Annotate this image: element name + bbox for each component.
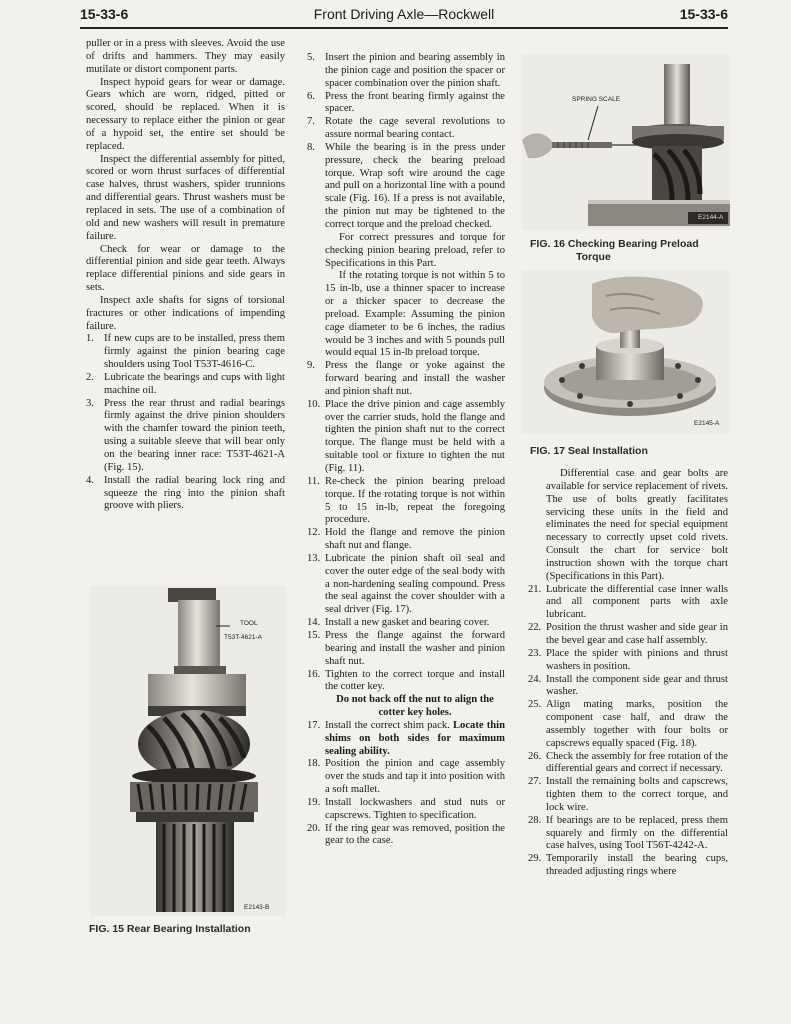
step-item: 2. Lubricate the bearings and cups with light machine oil. xyxy=(86,371,285,396)
page-header xyxy=(80,6,728,26)
seal-driver-illustration xyxy=(522,270,730,434)
spring-scale-illustration xyxy=(522,54,730,230)
figure-15-caption: FIG. 15 Rear Bearing Installation xyxy=(89,923,251,935)
caution-note: Do not back off the nut to align the cotter key holes. xyxy=(336,694,494,719)
column-2 xyxy=(307,52,505,848)
step-item: 28. If bearings are to be replaced, press them squarely and firmly on the differential case halves, using Tool T56T-4242-A. xyxy=(528,814,728,852)
paragraph: Differential case and gear bolts are available for service replacement of rivets. The use of bolts greatly facilitates servicing these units in the field and eliminates the need for special equipment necessary to correctly upset cold rivets. Consult the chart for service bolt instruction shown with the torque chart (Specifications in this Part). xyxy=(546,468,728,582)
step-item: 21. Lubricate the differential case inner walls and all component parts with axle lubricant. xyxy=(528,583,728,621)
step-item: 25. Align mating marks, position the component case half, and draw the assembly together with four bolts or capscrews equally spaced (Fig. 18). xyxy=(528,699,728,749)
figure-label-tool: TOOL xyxy=(240,620,258,627)
step-item: 29. Temporarily install the bearing cups, threaded adjusting rings where xyxy=(528,853,728,878)
page-number-right: 15-33-6 xyxy=(679,6,728,22)
figure-code: E2143-B xyxy=(244,904,270,911)
step-list xyxy=(86,333,285,513)
step-item: 17. Install the correct shim pack. Locate thin shims on both sides for maximum sealing ability. xyxy=(307,719,505,757)
step-item: 14. Install a new gasket and bearing cover. xyxy=(307,617,490,629)
step-item: 4. Install the radial bearing lock ring and squeeze the ring into the pinion shaft groove with pliers. xyxy=(86,474,285,512)
step-list xyxy=(528,584,728,879)
figure-label-spring-scale: SPRING SCALE xyxy=(572,96,621,103)
step-item: 10. Place the drive pinion and cage assembly over the carrier studs, hold the flange and tighten the pinion shaft nut to the correct torque. The flange must be held with a suitable tool or fixture to tighten the nut (Fig. 11). xyxy=(307,398,505,474)
figure-16-caption-line-2: Torque xyxy=(576,251,611,263)
step-item: 8. While the bearing is in the press under pressure, check the bearing preload torque. Wrap soft wire around the cage and pull on a horizontal line with a pound scale (Fig. 16). If a press is not available, the pinion nut may be tightened to the correct torque and the preload checked. xyxy=(307,141,505,230)
step-item: 1. If new cups are to be installed, press them firmly against the pinion bearing cage shoulders using Tool T53T-4616-C. xyxy=(86,333,285,371)
step-item: 27. Install the remaining bolts and capscrews, tighten them to the correct torque, and lock wire. xyxy=(528,776,728,813)
column-1 xyxy=(86,38,285,513)
step-item: 9. Press the flange or yoke against the forward bearing and install the washer and pinion shaft nut. xyxy=(307,360,505,397)
figure-15-rear-bearing-installation xyxy=(90,586,286,916)
step-item: 26. Check the assembly for free rotation of the differential gears and correct if necessary. xyxy=(528,750,728,775)
step-item: 11. Re-check the pinion bearing preload torque. If the rotating torque is not within 5 to 15 in-lb, repeat the foregoing procedure. xyxy=(307,475,505,526)
step-item: 3. Press the rear thrust and radial bearings firmly against the drive pinion shoulders with the chamfer toward the pinion teeth, using a suitable sleeve that will bear only on the bearing inner race: T53T-4621-A (Fig. 15). xyxy=(86,397,285,473)
step-item: 7. Rotate the cage several revolutions to assure normal bearing contact. xyxy=(307,116,505,141)
paragraph: If the rotating torque is not within 5 to 15 in-lb, use a thinner spacer to increase or a thicker spacer to decrease the preload. Example: Assuming the pinion cage diameter to be 6 inches, the radius would be 3 inches and with 5 pounds pull would equal 15 in-lb preload torque. xyxy=(325,270,505,359)
step-item: 20. If the ring gear was removed, position the gear to the case. xyxy=(307,822,505,847)
step-list xyxy=(307,720,505,848)
header-rule xyxy=(80,27,728,29)
figure-16-caption: FIG. 16 Checking Bearing Preload xyxy=(530,238,699,250)
step-item: 6. Press the front bearing firmly against the spacer. xyxy=(307,90,505,115)
step-item: 13. Lubricate the pinion shaft oil seal and cover the outer edge of the seal body with a non-hardening sealing compound. Press the seal against the cover shoulder with a seal driver (Fig. 17). xyxy=(307,552,505,616)
step-item: 15. Press the flange against the forward bearing and install the washer and pinion shaft nut. xyxy=(307,629,505,667)
column-3 xyxy=(528,468,728,879)
step-item: 16. Tighten to the correct torque and install the cotter key. xyxy=(307,668,505,693)
step-list xyxy=(307,52,505,232)
paragraph: Inspect axle shafts for signs of torsional fractures or other indications of impending failure. xyxy=(86,294,285,332)
step-list xyxy=(307,360,505,694)
paragraph: Inspect hypoid gears for wear or damage. Gears which are worn, ridged, pitted or scored, should be replaced. When it is necessary to replace either the pinion or gear of a hypoid set, the entire set should be replaced. xyxy=(86,76,285,152)
bold-instruction: Locate thin shims on both sides for maximum sealing ability. xyxy=(325,719,505,757)
step-item: 22. Position the thrust washer and side gear in the bevel gear and case half assembly. xyxy=(528,622,728,646)
figure-17-caption: FIG. 17 Seal Installation xyxy=(530,445,648,457)
step-item: 19. Install lockwashers and stud nuts or capscrews. Tighten to specification. xyxy=(307,796,505,821)
step-item: 23. Place the spider with pinions and thrust washers in position. xyxy=(528,647,728,672)
figure-code: E2144-A xyxy=(698,214,724,221)
step-item: 18. Position the pinion and cage assembly over the studs and tap it into position with a soft mallet. xyxy=(307,758,505,796)
figure-16-checking-bearing-preload xyxy=(522,54,730,230)
paragraph: puller or in a press with sleeves. Avoid the use of drifts and hammers. They may easily mutilate or distort component parts. xyxy=(86,38,285,75)
paragraph: For correct pressures and torque for checking pinion bearing preload, refer to Specifications in this Part. xyxy=(325,231,505,269)
step-item: 5. Insert the pinion and bearing assembly in the pinion cage and position the spacer or spacer combination over the pinion shaft. xyxy=(307,52,505,89)
figure-17-seal-installation xyxy=(522,270,730,434)
figure-code: E2145-A xyxy=(694,420,720,427)
step-item: 24. Install the component side gear and thrust washer. xyxy=(528,673,728,698)
paragraph: Inspect the differential assembly for pitted, scored or worn thrust surfaces of differential case halves, thrust washers, spider trunnions and differential gears. Thrust washers must be replaced in sets. The use of a combination of old and new washers will result in premature failure. xyxy=(86,153,285,242)
page-number-left: 15-33-6 xyxy=(80,6,129,22)
paragraph: Check for wear or damage to the differential pinion and side gear teeth. Always replace differential pinions and side gears in sets. xyxy=(86,243,285,294)
page-title: Front Driving Axle—Rockwell xyxy=(313,6,495,22)
step-item: 12. Hold the flange and remove the pinion shaft nut and flange. xyxy=(307,527,505,552)
figure-label-part-number: T53T-4621-A xyxy=(224,634,262,641)
